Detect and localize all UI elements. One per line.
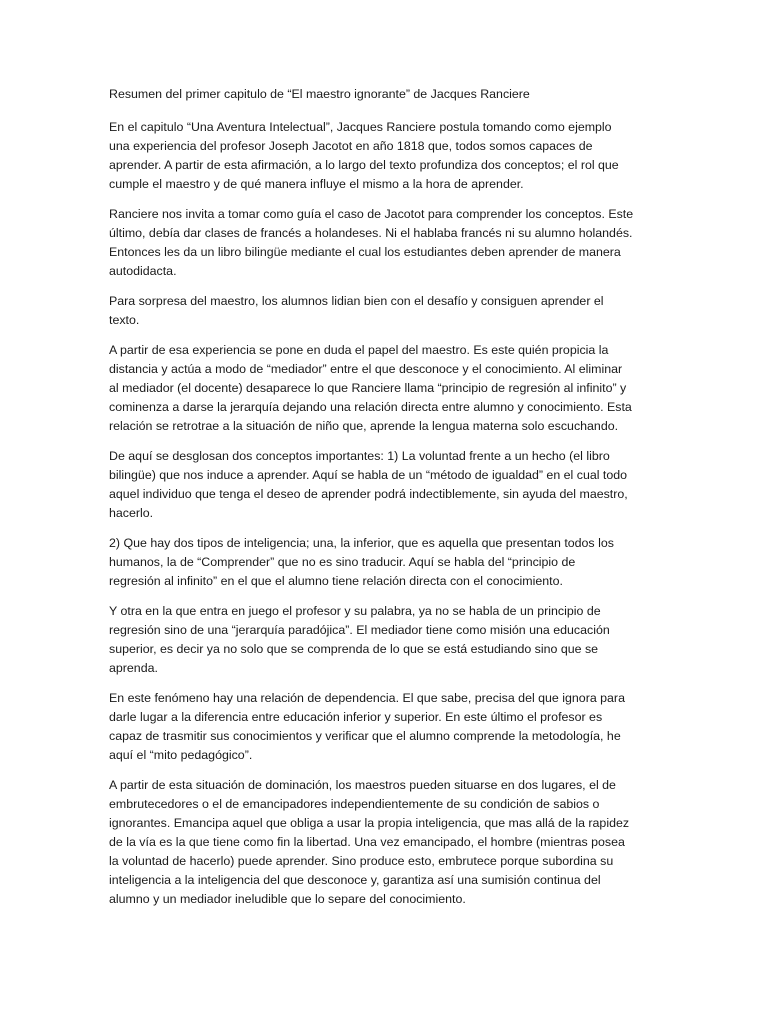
text-line: darle lugar a la diferencia entre educación inferior y superior. En este último el profesor es: [109, 710, 603, 724]
text-line: A partir de esta situación de dominación, los maestros pueden situarse en dos lugares, el de: [109, 778, 616, 792]
text-line: alumno y un mediador ineludible que lo separe del conocimiento.: [109, 892, 466, 906]
text-line: aquel individuo que tenga el deseo de aprender podrá indectiblemente, sin ayuda del maestro,: [109, 487, 628, 501]
text-line: En este fenómeno hay una relación de dependencia. El que sabe, precisa del que ignora para: [109, 691, 625, 705]
text-line: cominenza a darse la jerarquía dejando una relación directa entre alumno y conocimiento. Esta: [109, 400, 632, 414]
text-line: regresión al infinito” en el que el alumno tiene relación directa con el conocimiento.: [109, 574, 563, 588]
document-title: Resumen del primer capitulo de “El maestro ignorante” de Jacques Ranciere: [109, 87, 530, 101]
text-line: distancia y actúa a modo de “mediador” entre el que desconoce y el conocimiento. Al eliminar: [109, 362, 623, 376]
paragraph: [109, 776, 665, 909]
text-line: inteligencia a la inteligencia del que desconoce y, garantiza así una sumisión continua del: [109, 873, 601, 887]
paragraph: [109, 534, 665, 591]
paragraph: [109, 292, 665, 330]
text-line: humanos, la de “Comprender” que no es sino traducir. Aquí se habla del “principio de: [109, 555, 576, 569]
text-line: autodidacta.: [109, 264, 177, 278]
text-line: En el capitulo “Una Aventura Intelectual”, Jacques Ranciere postula tomando como ejemplo: [109, 120, 612, 134]
text-line: relación se retrotrae a la situación de niño que, aprende la lengua materna solo escuchando.: [109, 419, 619, 433]
text-line: A partir de esa experiencia se pone en duda el papel del maestro. Es este quién propicia la: [109, 343, 609, 357]
text-line: embrutecedores o el de emancipadores independientemente de su condición de sabios o: [109, 797, 600, 811]
text-line: Y otra en la que entra en juego el profesor y su palabra, ya no se habla de un principio de: [109, 604, 601, 618]
paragraph: [109, 118, 665, 194]
text-line: aprenda.: [109, 661, 158, 675]
text-line: al mediador (el docente) desaparece lo que Ranciere llama “principio de regresión al infinito” y: [109, 381, 627, 395]
text-line: aquí el “mito pedagógico”.: [109, 748, 253, 762]
text-line: cumple el maestro y de qué manera influye el mismo a la hora de aprender.: [109, 177, 524, 191]
document-body: [109, 85, 665, 920]
text-line: de la vía es la que tiene como fin la libertad. Una vez emancipado, el hombre (mientras posea: [109, 835, 625, 849]
paragraph-list: [109, 118, 665, 909]
text-line: Entonces les da un libro bilingüe mediante el cual los estudiantes deben aprender de manera: [109, 245, 621, 259]
text-line: hacerlo.: [109, 506, 154, 520]
paragraph: [109, 447, 665, 523]
text-line: superior, es decir ya no solo que se comprenda de lo que se está estudiando sino que se: [109, 642, 599, 656]
text-line: ignorantes. Emancipa aquel que obliga a usar la propia inteligencia, que mas allá de la rapidez: [109, 816, 630, 830]
text-line: regresión sino de una “jerarquía paradójica”. El mediador tiene como misión una educación: [109, 623, 610, 637]
text-line: Ranciere nos invita a tomar como guía el caso de Jacotot para comprender los conceptos. Este: [109, 207, 634, 221]
text-line: la voluntad de hacerlo) puede aprender. Sino produce esto, embrutece porque subordina su: [109, 854, 614, 868]
paragraph: [109, 205, 665, 281]
text-line: bilingüe) que nos induce a aprender. Aquí se habla de un “método de igualdad” en el cual todo: [109, 468, 628, 482]
text-line: capaz de trasmitir sus conocimientos y verificar que el alumno comprende la metodología, he: [109, 729, 621, 743]
text-line: texto.: [109, 313, 140, 327]
paragraph: [109, 689, 665, 765]
text-line: 2) Que hay dos tipos de inteligencia; una, la inferior, que es aquella que presentan todos los: [109, 536, 614, 550]
text-line: De aquí se desglosan dos conceptos importantes: 1) La voluntad frente a un hecho (el libro: [109, 449, 610, 463]
text-line: una experiencia del profesor Joseph Jacotot en año 1818 que, todos somos capaces de: [109, 139, 593, 153]
text-line: Para sorpresa del maestro, los alumnos lidian bien con el desafío y consiguen aprender el: [109, 294, 604, 308]
paragraph: [109, 602, 665, 678]
paragraph: [109, 341, 665, 436]
text-line: aprender. A partir de esta afirmación, a lo largo del texto profundiza dos conceptos; el rol que: [109, 158, 619, 172]
text-line: último, debía dar clases de francés a holandeses. Ni el hablaba francés ni su alumno holandés.: [109, 226, 633, 240]
